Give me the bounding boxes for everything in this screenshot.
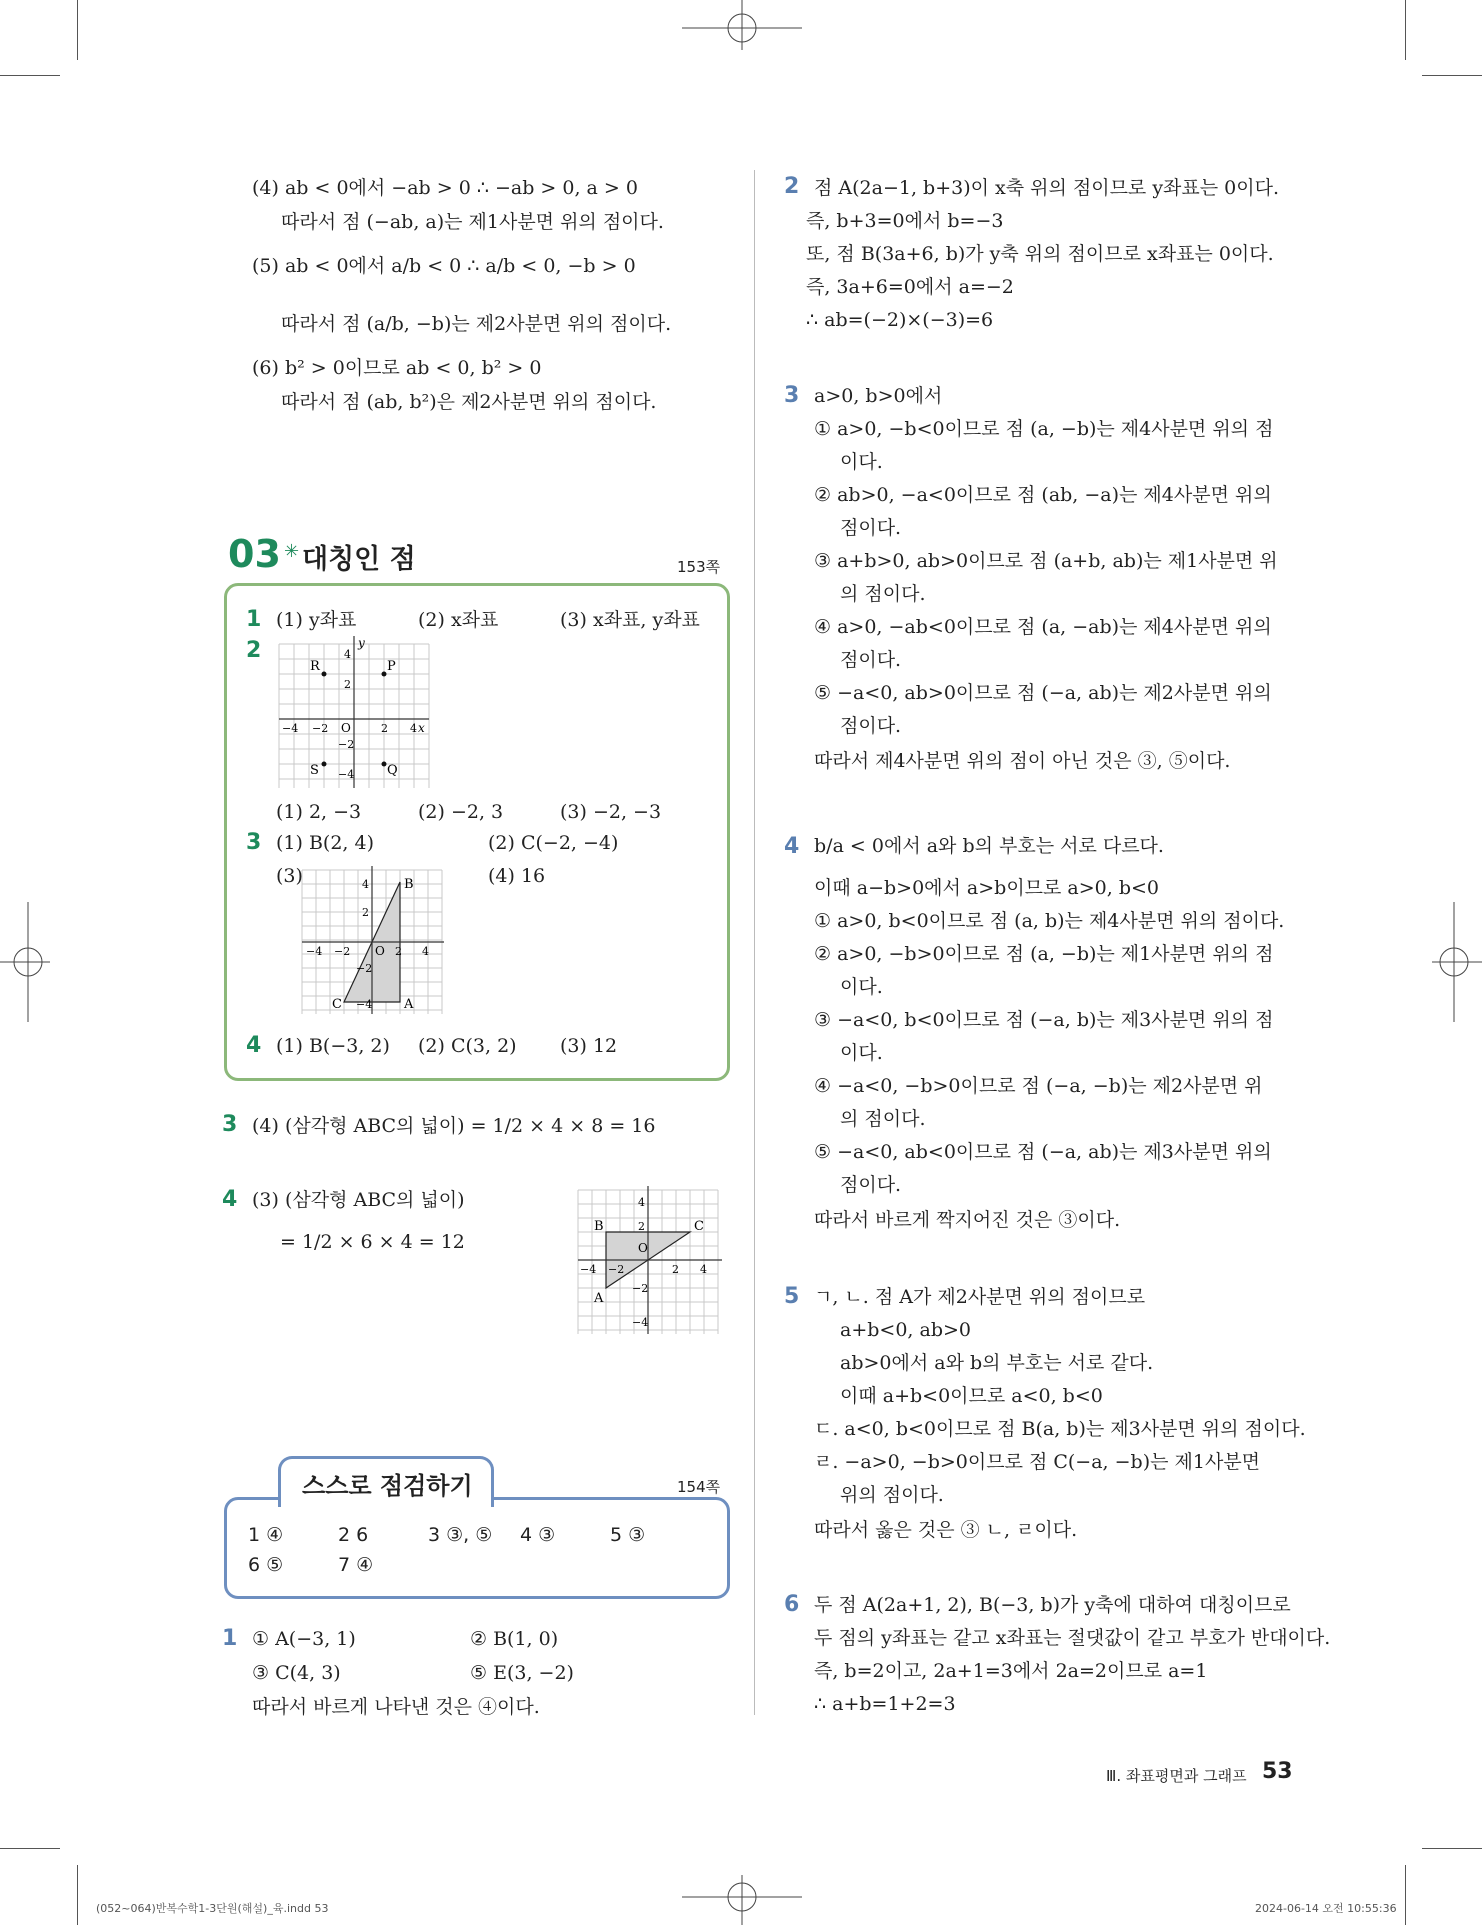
r5-line: 위의 점이다.	[840, 1484, 944, 1506]
check-answer: 1 ④	[248, 1524, 284, 1546]
r2-line: ∴ ab=(−2)×(−3)=6	[806, 309, 994, 331]
graph3-label-C: C	[694, 1219, 704, 1234]
r4-line: 이때 a−b>0에서 a>b이므로 a>0, b<0	[814, 877, 1160, 899]
graph3-origin: O	[638, 1241, 648, 1255]
r6-line: 두 점의 y좌표는 같고 x좌표는 절댓값이 같고 부호가 반대이다.	[814, 1627, 1331, 1649]
column-divider	[754, 170, 755, 1715]
r3-line: 이다.	[840, 451, 883, 473]
self-check-title: 스스로 점검하기	[302, 1472, 473, 1500]
self-check-page: 154쪽	[677, 1478, 721, 1496]
file-slug: (052~064)반복수학1-3단원(해설)_육.indd 53	[96, 1902, 329, 1915]
r3-line: 따라서 제4사분면 위의 점이 아닌 것은 ③, ⑤이다.	[814, 750, 1231, 772]
r4-line: 이다.	[840, 1042, 883, 1064]
graph1-ytick: 2	[344, 678, 351, 691]
box-q4-a: (1) B(−3, 2)	[276, 1035, 390, 1057]
extra3-line: (4) (삼각형 ABC의 넓이) = 1/2 × 4 × 8 = 16	[252, 1115, 656, 1137]
r4-line: ⑤ −a<0, ab<0이므로 점 (−a, ab)는 제3사분면 위의	[814, 1141, 1272, 1163]
r2-line: 점 A(2a−1, b+3)이 x축 위의 점이므로 y좌표는 0이다.	[814, 177, 1279, 199]
r4-line: 이다.	[840, 976, 883, 998]
chapter-label: Ⅲ. 좌표평면과 그래프	[1106, 1767, 1247, 1785]
box-q4-c: (3) 12	[560, 1035, 618, 1057]
crop-mark	[77, 0, 78, 60]
box-q4-b: (2) C(3, 2)	[418, 1035, 517, 1057]
r4-line: 점이다.	[840, 1174, 902, 1196]
sol1-line3: 따라서 바르게 나타낸 것은 ④이다.	[252, 1696, 540, 1718]
graph1-label-P: P	[387, 659, 396, 674]
r5-line: 따라서 옳은 것은 ③ ㄴ, ㄹ이다.	[814, 1519, 1078, 1541]
box-q1-number: 1	[246, 607, 262, 632]
r3-line: a>0, b>0에서	[814, 385, 943, 407]
r4-line: ④ −a<0, −b>0이므로 점 (−a, −b)는 제2사분면 위	[814, 1075, 1263, 1097]
graph2-label-B: B	[404, 877, 414, 892]
sol1-line2a: ③ C(4, 3)	[252, 1662, 341, 1684]
r6-number: 6	[784, 1592, 800, 1617]
box-q2-b: (2) −2, 3	[418, 801, 504, 823]
graph3-ytick: 4	[638, 1196, 645, 1209]
r4-line: 의 점이다.	[840, 1108, 926, 1130]
crop-mark	[1422, 75, 1482, 76]
check-answer: 5 ③	[610, 1524, 646, 1546]
r4-number: 4	[784, 834, 800, 859]
extra4-line1: (3) (삼각형 ABC의 넓이)	[252, 1189, 465, 1211]
registration-mark-top	[682, 0, 802, 50]
extra4-number: 4	[222, 1187, 238, 1212]
extra3-number: 3	[222, 1112, 238, 1137]
crop-mark	[1405, 1865, 1406, 1925]
r3-line: ③ a+b>0, ab>0이므로 점 (a+b, ab)는 제1사분면 위	[814, 550, 1278, 572]
graph1-x-label: x	[418, 721, 425, 735]
r2-number: 2	[784, 174, 800, 199]
page-number: 53	[1262, 1759, 1293, 1784]
graph2-xtick: −2	[334, 945, 351, 958]
r6-line: 두 점 A(2a+1, 2), B(−3, b)가 y축에 대하여 대칭이므로	[814, 1594, 1291, 1616]
check-answer: 4 ③	[520, 1524, 556, 1546]
r3-line: 의 점이다.	[840, 583, 926, 605]
graph3-ytick: −4	[632, 1316, 649, 1329]
graph3-label-B: B	[594, 1219, 604, 1234]
r5-line: ab>0에서 a와 b의 부호는 서로 같다.	[840, 1352, 1154, 1374]
graph1-point-P	[382, 672, 387, 677]
graph2-label-A: A	[404, 997, 414, 1012]
r3-line: 점이다.	[840, 649, 902, 671]
graph2-xtick: 2	[395, 945, 402, 958]
crop-mark	[0, 1848, 60, 1849]
graph1-point-S	[322, 762, 327, 767]
box-q1-a: (1) y좌표	[276, 609, 357, 631]
graph2-ytick: −2	[356, 962, 373, 975]
box-q3-b: (2) C(−2, −4)	[488, 832, 619, 854]
r5-line: 이때 a+b<0이므로 a<0, b<0	[840, 1385, 1103, 1407]
graph1-xtick: −2	[312, 722, 329, 735]
graph1-origin: O	[341, 721, 351, 735]
graph3-ytick: 2	[638, 1220, 645, 1233]
r6-line: 즉, b=2이고, 2a+1=3에서 2a=2이므로 a=1	[814, 1660, 1208, 1682]
r6-line: ∴ a+b=1+2=3	[814, 1693, 956, 1715]
graph2-origin: O	[375, 944, 385, 958]
p4-line2: 따라서 점 (−ab, a)는 제1사분면 위의 점이다.	[281, 211, 664, 233]
crop-mark	[1405, 0, 1406, 60]
crop-mark	[77, 1865, 78, 1925]
graph2-label-C: C	[332, 997, 342, 1012]
r3-line: ② ab>0, −a<0이므로 점 (ab, −a)는 제4사분면 위의	[814, 484, 1272, 506]
r5-line: ㄹ. −a>0, −b>0이므로 점 C(−a, −b)는 제1사분면	[814, 1451, 1261, 1473]
box-q2-number: 2	[246, 638, 262, 663]
r2-line: 즉, b+3=0에서 b=−3	[806, 210, 1004, 232]
graph1-point-Q	[382, 762, 387, 767]
section-number: 03	[228, 532, 281, 576]
graph1-label-S: S	[310, 763, 319, 778]
graph2-ytick: 4	[362, 878, 369, 891]
box-q2-a: (1) 2, −3	[276, 801, 362, 823]
r4-line: ③ −a<0, b<0이므로 점 (−a, b)는 제3사분면 위의 점	[814, 1009, 1274, 1031]
r3-line: 점이다.	[840, 715, 902, 737]
box-q3-d: (4) 16	[488, 865, 546, 887]
graph2-ytick: −4	[356, 998, 373, 1011]
p6-line1: (6) b² > 0이므로 ab < 0, b² > 0	[252, 357, 542, 379]
graph1-y-label: y	[358, 636, 365, 650]
extra4-line2: = 1/2 × 6 × 4 = 12	[280, 1231, 465, 1253]
graph3-xtick: 2	[672, 1263, 679, 1276]
crop-mark	[1422, 1848, 1482, 1849]
r4-line: ① a>0, b<0이므로 점 (a, b)는 제4사분면 위의 점이다.	[814, 910, 1285, 932]
graph1-label-Q: Q	[387, 763, 398, 778]
graph1	[274, 636, 434, 794]
graph1-label-R: R	[310, 659, 320, 674]
r5-line: a+b<0, ab>0	[840, 1319, 971, 1341]
graph3-xtick: −2	[608, 1263, 625, 1276]
graph1-ytick: 4	[344, 648, 351, 661]
r4-line: ② a>0, −b>0이므로 점 (a, −b)는 제1사분면 위의 점	[814, 943, 1274, 965]
graph1-xtick: −4	[282, 722, 299, 735]
graph3	[574, 1186, 728, 1338]
sol1-line1b: ② B(1, 0)	[470, 1628, 559, 1650]
graph1-ytick: −4	[338, 768, 355, 781]
r3-number: 3	[784, 383, 800, 408]
graph3-ytick: −2	[632, 1282, 649, 1295]
graph2-ytick: 2	[362, 906, 369, 919]
check-answer: 6 ⑤	[248, 1554, 284, 1576]
graph1-xtick: 4	[410, 722, 417, 735]
check-answer: 7 ④	[338, 1554, 374, 1576]
asterisk-icon: ✳	[284, 541, 300, 562]
print-stamp: 2024-06-14 오전 10:55:36	[1255, 1902, 1397, 1915]
graph1-point-R	[322, 672, 327, 677]
p5-line2: 따라서 점 (a/b, −b)는 제2사분면 위의 점이다.	[281, 313, 672, 335]
graph2	[298, 866, 448, 1018]
r2-line: 즉, 3a+6=0에서 a=−2	[806, 276, 1014, 298]
r5-line: ㄷ. a<0, b<0이므로 점 B(a, b)는 제3사분면 위의 점이다.	[814, 1418, 1306, 1440]
self-check-box	[224, 1497, 730, 1599]
r4-first: b/a < 0에서 a와 b의 부호는 서로 다르다.	[814, 835, 1164, 857]
r2-line: 또, 점 B(3a+6, b)가 y축 위의 점이므로 x좌표는 0이다.	[806, 243, 1274, 265]
box-q3-number: 3	[246, 830, 262, 855]
graph1-ytick: −2	[338, 738, 355, 751]
section-title: 대칭인 점	[302, 544, 416, 575]
registration-mark-left	[0, 902, 50, 1022]
p5-line1: (5) ab < 0에서 a/b < 0 ∴ a/b < 0, −b > 0	[252, 255, 636, 277]
section-page: 153쪽	[677, 558, 721, 576]
box-q3-c: (3)	[276, 865, 303, 887]
box-q1-c: (3) x좌표, y좌표	[560, 609, 700, 631]
r3-line: ④ a>0, −ab<0이므로 점 (a, −ab)는 제4사분면 위의	[814, 616, 1272, 638]
sol1-number: 1	[222, 1626, 238, 1651]
p4-line1: (4) ab < 0에서 −ab > 0 ∴ −ab > 0, a > 0	[252, 177, 638, 199]
r5-line: ㄱ, ㄴ. 점 A가 제2사분면 위의 점이므로	[814, 1286, 1146, 1308]
sol1-line2b: ⑤ E(3, −2)	[470, 1662, 574, 1684]
r3-line: 점이다.	[840, 517, 902, 539]
r3-line: ① a>0, −b<0이므로 점 (a, −b)는 제4사분면 위의 점	[814, 418, 1274, 440]
check-answer: 2 6	[338, 1524, 369, 1546]
r4-line: 따라서 바르게 짝지어진 것은 ③이다.	[814, 1209, 1121, 1231]
box-q2-c: (3) −2, −3	[560, 801, 662, 823]
box-q1-b: (2) x좌표	[418, 609, 499, 631]
box-q4-number: 4	[246, 1033, 262, 1058]
graph3-xtick: −4	[580, 1263, 597, 1276]
p6-line2: 따라서 점 (ab, b²)은 제2사분면 위의 점이다.	[281, 391, 657, 413]
registration-mark-bottom	[682, 1875, 802, 1925]
r3-line: ⑤ −a<0, ab>0이므로 점 (−a, ab)는 제2사분면 위의	[814, 682, 1272, 704]
box-q3-a: (1) B(2, 4)	[276, 832, 374, 854]
crop-mark	[0, 75, 60, 76]
graph2-xtick: −4	[306, 945, 323, 958]
graph3-label-A: A	[594, 1291, 604, 1306]
graph3-xtick: 4	[700, 1263, 707, 1276]
sol1-line1a: ① A(−3, 1)	[252, 1628, 356, 1650]
r5-number: 5	[784, 1284, 800, 1309]
check-answer: 3 ③, ⑤	[428, 1524, 493, 1546]
registration-mark-right	[1432, 902, 1482, 1022]
graph1-xtick: 2	[381, 722, 388, 735]
graph2-xtick: 4	[422, 945, 429, 958]
